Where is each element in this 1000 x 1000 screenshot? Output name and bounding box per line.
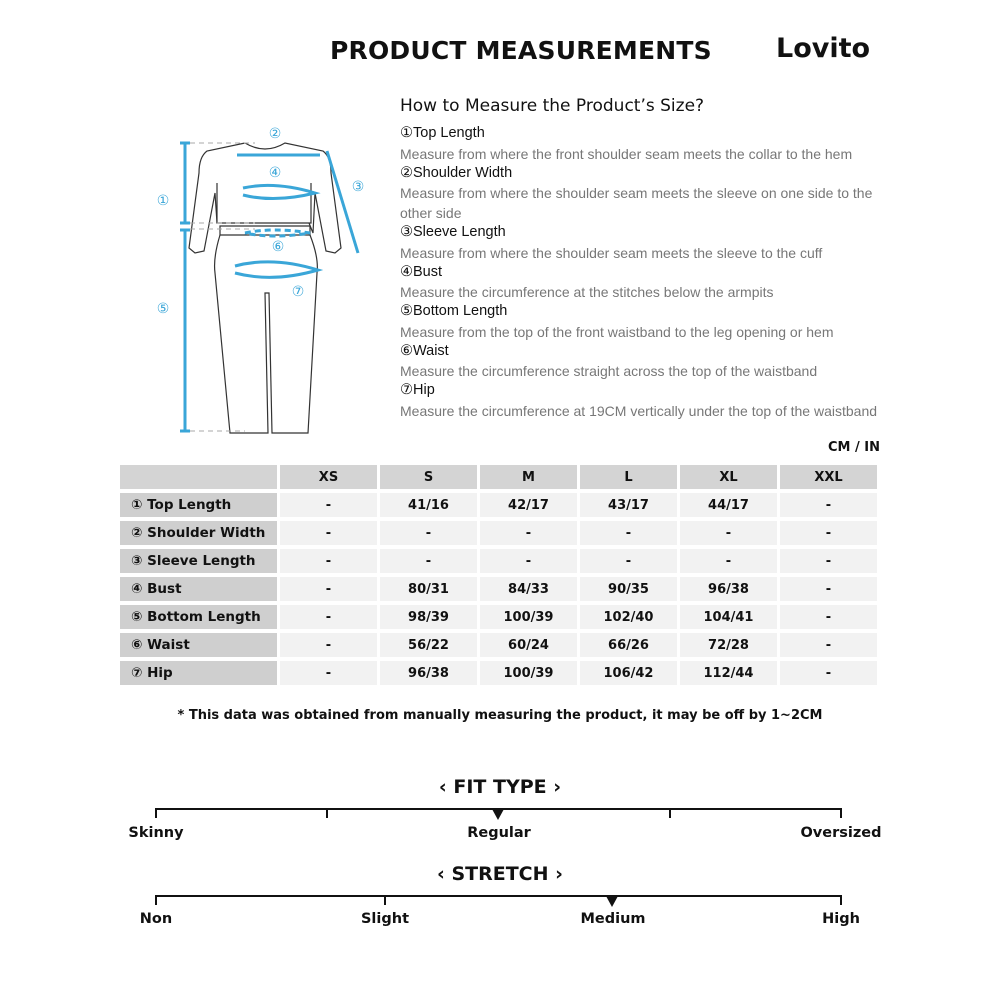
column-header: S xyxy=(380,465,477,489)
stretch-label-slight: Slight xyxy=(360,911,410,927)
table-cell: - xyxy=(580,549,677,573)
table-cell: 100/39 xyxy=(480,661,577,685)
table-cell: 104/41 xyxy=(680,605,777,629)
stretch-title: ‹ STRETCH › xyxy=(437,863,563,885)
column-header: L xyxy=(580,465,677,489)
table-cell: - xyxy=(480,521,577,545)
table-cell: 43/17 xyxy=(580,493,677,517)
table-cell: - xyxy=(780,605,877,629)
step-desc: Measure the circumference straight across the top of the waistband xyxy=(400,363,818,379)
table-cell: 90/35 xyxy=(580,577,677,601)
table-header-row xyxy=(120,465,877,489)
table-cell: - xyxy=(280,661,377,685)
fit-type-title: ‹ FIT TYPE › xyxy=(438,776,562,798)
stretch-label-non: Non xyxy=(139,911,173,927)
fit-label-oversized: Oversized xyxy=(800,825,882,841)
table-cell: - xyxy=(780,661,877,685)
step-waist xyxy=(400,342,880,382)
step-name: ⑤Bottom Length xyxy=(400,303,508,319)
measure-guide-heading: How to Measure the Product’s Size? xyxy=(400,96,705,116)
table-cell: - xyxy=(780,633,877,657)
fit-label-skinny: Skinny xyxy=(128,825,184,841)
table-cell: 100/39 xyxy=(480,605,577,629)
table-row xyxy=(120,577,877,601)
row-label: ⑤ Bottom Length xyxy=(120,605,277,629)
svg-text:⑦: ⑦ xyxy=(291,284,305,300)
table-cell: 96/38 xyxy=(680,577,777,601)
stretch-tick xyxy=(155,895,157,905)
row-label: ⑥ Waist xyxy=(120,633,277,657)
step-name: ①Top Length xyxy=(400,125,485,141)
step-hip xyxy=(400,381,880,421)
row-label: ④ Bust xyxy=(120,577,277,601)
svg-text:③: ③ xyxy=(351,179,365,195)
fit-tick xyxy=(669,808,671,818)
fit-tick xyxy=(840,808,842,818)
table-cell: 56/22 xyxy=(380,633,477,657)
table-cell: 96/38 xyxy=(380,661,477,685)
step-desc: Measure from where the shoulder seam meets the sleeve on one side to the other side xyxy=(400,185,873,221)
table-row xyxy=(120,661,877,685)
table-cell: - xyxy=(480,549,577,573)
table-cell: - xyxy=(780,577,877,601)
svg-text:①: ① xyxy=(156,193,170,209)
brand-logo: Lovito xyxy=(776,33,871,64)
table-cell: 72/28 xyxy=(680,633,777,657)
svg-text:⑤: ⑤ xyxy=(156,301,170,317)
table-cell: - xyxy=(380,549,477,573)
table-cell: - xyxy=(280,633,377,657)
row-label: ③ Sleeve Length xyxy=(120,549,277,573)
step-shoulder-width xyxy=(400,164,880,224)
table-cell: - xyxy=(280,577,377,601)
table-cell: - xyxy=(780,493,877,517)
measurement-note: * This data was obtained from manually measuring the product, it may be off by 1~2CM xyxy=(177,708,823,723)
table-cell: 98/39 xyxy=(380,605,477,629)
table-cell: 106/42 xyxy=(580,661,677,685)
step-desc: Measure from where the front shoulder seam meets the collar to the hem xyxy=(400,145,853,162)
table-row xyxy=(120,633,877,657)
table-cell: 42/17 xyxy=(480,493,577,517)
table-cell: 80/31 xyxy=(380,577,477,601)
column-header: XXL xyxy=(780,465,877,489)
size-table xyxy=(117,461,880,689)
table-cell: - xyxy=(280,521,377,545)
table-cell: 41/16 xyxy=(380,493,477,517)
row-label: ① Top Length xyxy=(120,493,277,517)
table-row xyxy=(120,521,877,545)
step-bottom-length xyxy=(400,302,880,342)
step-desc: Measure from the top of the front waistband to the leg opening or hem xyxy=(400,323,834,340)
table-cell: - xyxy=(780,549,877,573)
row-label: ⑦ Hip xyxy=(120,661,277,685)
table-cell: 66/26 xyxy=(580,633,677,657)
table-cell: - xyxy=(680,521,777,545)
table-row xyxy=(120,493,877,517)
stretch-scale-line xyxy=(155,895,842,897)
table-cell: 112/44 xyxy=(680,661,777,685)
column-header: M xyxy=(480,465,577,489)
stretch-label-medium: Medium xyxy=(580,911,646,927)
table-cell: 44/17 xyxy=(680,493,777,517)
stretch-label-high: High xyxy=(822,911,860,927)
table-cell: - xyxy=(580,521,677,545)
fit-tick xyxy=(326,808,328,818)
column-header: XL xyxy=(680,465,777,489)
table-cell: 84/33 xyxy=(480,577,577,601)
step-sleeve-length xyxy=(400,223,880,263)
table-cell: - xyxy=(280,549,377,573)
table-corner xyxy=(120,465,277,489)
step-name: ⑥Waist xyxy=(400,342,449,359)
table-cell: 60/24 xyxy=(480,633,577,657)
table-cell: - xyxy=(280,605,377,629)
row-label: ② Shoulder Width xyxy=(120,521,277,545)
marker-2: ② xyxy=(268,126,282,142)
stretch-selected-marker-icon xyxy=(606,896,618,907)
table-cell: - xyxy=(780,521,877,545)
step-desc: Measure from where the shoulder seam meets the sleeve to the cuff xyxy=(400,244,823,261)
step-top-length xyxy=(400,124,880,164)
fit-selected-marker-icon xyxy=(492,809,504,820)
table-cell: 102/40 xyxy=(580,605,677,629)
step-bust xyxy=(400,263,880,303)
stretch-tick xyxy=(384,895,386,905)
step-name: ②Shoulder Width xyxy=(400,164,513,181)
column-header: XS xyxy=(280,465,377,489)
table-cell: - xyxy=(380,521,477,545)
stretch-tick xyxy=(840,895,842,905)
step-name: ③Sleeve Length xyxy=(400,224,506,240)
step-desc: Measure the circumference at 19CM vertically under the top of the waistband xyxy=(400,402,878,419)
fit-label-regular: Regular xyxy=(467,825,531,841)
table-row xyxy=(120,549,877,573)
fit-tick xyxy=(155,808,157,818)
measurement-diagram xyxy=(145,123,380,438)
svg-text:④: ④ xyxy=(268,165,282,181)
step-name: ⑦Hip xyxy=(400,382,435,398)
svg-text:⑥: ⑥ xyxy=(271,239,285,255)
table-row xyxy=(120,605,877,629)
step-desc: Measure the circumference at the stitches below the armpits xyxy=(400,284,774,300)
page-title: PRODUCT MEASUREMENTS xyxy=(330,36,712,65)
table-cell: - xyxy=(680,549,777,573)
unit-label: CM / IN xyxy=(828,440,880,455)
step-name: ④Bust xyxy=(400,263,443,280)
table-cell: - xyxy=(280,493,377,517)
measure-steps xyxy=(400,124,880,421)
